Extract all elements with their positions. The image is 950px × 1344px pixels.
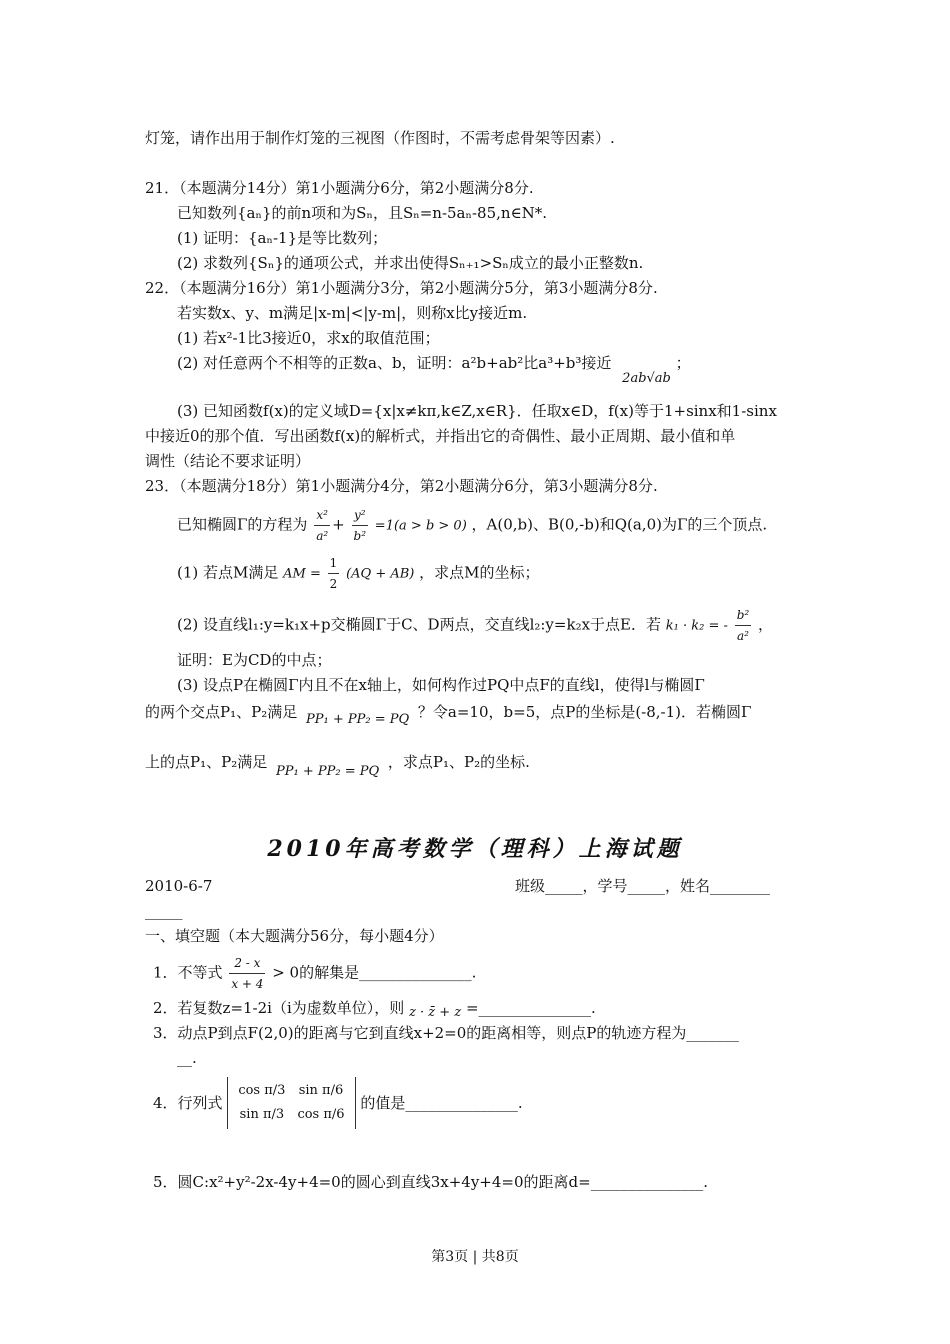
determinant (227, 1077, 355, 1129)
q22-part2-end: ； (675, 354, 691, 372)
q22-part2-text: (2) 对任意两个不相等的正数a、b，证明：a²b+ab²比a³+b³接近 (177, 354, 612, 372)
det-cell-12: sin π/6 (298, 1083, 344, 1098)
q23-part2 (177, 605, 773, 645)
page-title: 2010年高考数学（理科）上海试题 (267, 836, 683, 862)
student-info-continuation: _____ (145, 902, 183, 920)
q23-part3-line2-tail: ？令a=10，b=5，点P的坐标是(-8,-1)．若椭圆Γ (417, 703, 752, 721)
q23-part2-comma: ， (757, 615, 773, 634)
q23-part3-line2-text: 的两个交点P₁、P₂满足 (145, 703, 298, 721)
fill-question-3-cont: __. (177, 1049, 197, 1067)
q22-part2-formula: 2ab√ab (622, 371, 671, 386)
q23-part3-line1: (3) 设点P在椭圆Γ内且不在x轴上，如何构作过PQ中点F的直线l，使得l与椭圆Γ (177, 676, 705, 694)
det-cell-11: cos π/3 (238, 1083, 286, 1098)
q21-head: 21．（本题满分14分）第1小题满分6分，第2小题满分8分. (145, 179, 534, 197)
q22-head: 22．（本题满分16分）第1小题满分3分，第2小题满分5分，第3小题满分8分. (145, 279, 658, 297)
fill-q1-denominator: x + 4 (231, 977, 264, 991)
student-info-line: 班级_____，学号_____，姓名________ (515, 877, 771, 895)
one-half-fraction: $\frac{1}{2}$ (328, 553, 340, 594)
det-cell-22: cos π/6 (297, 1107, 345, 1122)
fill-q2-text: 2．若复数z=1-2i（i为虚数单位），则 (153, 999, 405, 1017)
q22-part3-line3: 调性（结论不要求证明） (145, 452, 311, 470)
q23-head: 23．（本题满分18分）第1小题满分4分，第2小题满分6分，第3小题满分8分. (145, 477, 658, 495)
q21-part1: (1) 证明：{aₙ-1}是等比数列； (177, 229, 388, 247)
ellipse-x-term: $\frac{\text{x²}}{\text{a²}}$ (314, 505, 330, 546)
q23-part3-line3 (145, 752, 530, 779)
q23-part3-line2 (145, 702, 752, 727)
q23-part1 (177, 553, 540, 593)
q22-part3-line2: 中接近0的那个值．写出函数f(x)的解析式，并指出它的奇偶性、最小正周期、最小值和单 (145, 427, 736, 445)
b2-over-a2-fraction: $\frac{\text{b²}}{\text{a²}}$ (735, 605, 752, 646)
q21-stem: 已知数列{aₙ}的前n项和为Sₙ，且Sₙ=n-5aₙ-85,n∈N*. (177, 204, 548, 222)
intro-line: 灯笼，请作出用于制作灯笼的三视图（作图时，不需考虑骨架等因素）. (145, 129, 615, 147)
vector-eq-1: PP₁ + PP₂ = PQ (306, 712, 410, 727)
fill-q2-expression: z · z̄ + z (409, 1005, 462, 1020)
slope-product: k₁ · k₂ = - (665, 618, 728, 634)
fill-question-5: 5．圆C:x²+y²-2x-4y+4=0的圆心到直线3x+4y+4=0的距离d=_______________. (153, 1173, 708, 1191)
q23-part1-text: (1) 若点M满足 (177, 563, 279, 582)
vector-sum: (AQ + AB) (346, 566, 415, 582)
fill-q4-tail: 的值是_______________. (360, 1094, 523, 1112)
page-footer: 第3页 | 共8页 (431, 1249, 519, 1265)
fill-question-3: 3．动点P到点F(2,0)的距离与它到直线x+2=0的距离相等，则点P的轨迹方程为_______ (153, 1024, 739, 1042)
q21-part2: (2) 求数列{Sₙ}的通项公式，并求出使得Sₙ₊₁>Sₙ成立的最小正整数n. (177, 254, 644, 272)
fill-q1-tail: > 0的解集是_______________. (272, 963, 477, 982)
q23-stem-text: 已知椭圆Γ的方程为 (177, 515, 308, 534)
q23-part3-line3-text: 上的点P₁、P₂满足 (145, 753, 268, 771)
fill-question-1 (153, 953, 476, 989)
det-cell-21: sin π/3 (239, 1107, 285, 1122)
q23-part3-line3-tail: ，求点P₁、P₂的坐标. (387, 753, 530, 771)
q23-part1-tail: ，求点M的坐标； (419, 563, 540, 582)
vector-am: AM = (283, 566, 321, 582)
q22-part2 (177, 353, 691, 386)
exam-date: 2010-6-7 (145, 877, 213, 895)
fill-q1-fraction (229, 953, 265, 994)
fill-q4-text: 4．行列式 (153, 1094, 223, 1112)
ellipse-equation-rest: =1(a > b > 0) (374, 518, 467, 534)
section-heading: 一、填空题（本大题满分56分，每小题4分） (145, 927, 444, 945)
q23-stem-tail: ，A(0,b)、B(0,-b)和Q(a,0)为Γ的三个顶点. (471, 515, 768, 534)
q22-part1: (1) 若x²-1比3接近0，求x的取值范围； (177, 329, 440, 347)
fill-q1-text: 1．不等式 (153, 963, 223, 982)
vector-eq-2: PP₁ + PP₂ = PQ (276, 764, 380, 779)
fill-q2-tail: =_______________. (465, 999, 596, 1017)
fill-q1-numerator: 2 - x (229, 953, 265, 974)
q22-part3-line1: (3) 已知函数f(x)的定义域D={x|x≠kπ,k∈Z,x∈R}．任取x∈D，f(x)等于1+sinx和1-sinx (177, 402, 777, 420)
ellipse-y-term: $\frac{\text{y²}}{\text{b²}}$ (352, 505, 369, 546)
fill-question-4 (153, 1077, 523, 1167)
q23-stem: 已知椭圆Γ的方程为 $\frac{\text{x²}}{\text{a²}}$ + $\frac{\text{y²}}{\text{b²}}$ =1(a > b > 0) ，A(0,b)、B(0,-b)和Q(a,0)为Γ的三个顶点. (177, 505, 767, 539)
q23-part2-text: (2) 设直线l₁:y=k₁x+p交椭圆Γ于C、D两点，交直线l₂:y=k₂x于点E．若 (177, 615, 661, 634)
q22-stem: 若实数x、y、m满足|x-m|<|y-m|，则称x比y接近m. (177, 304, 528, 322)
fill-question-2 (153, 998, 596, 1020)
q23-part2-conclusion: 证明：E为CD的中点； (177, 651, 332, 669)
